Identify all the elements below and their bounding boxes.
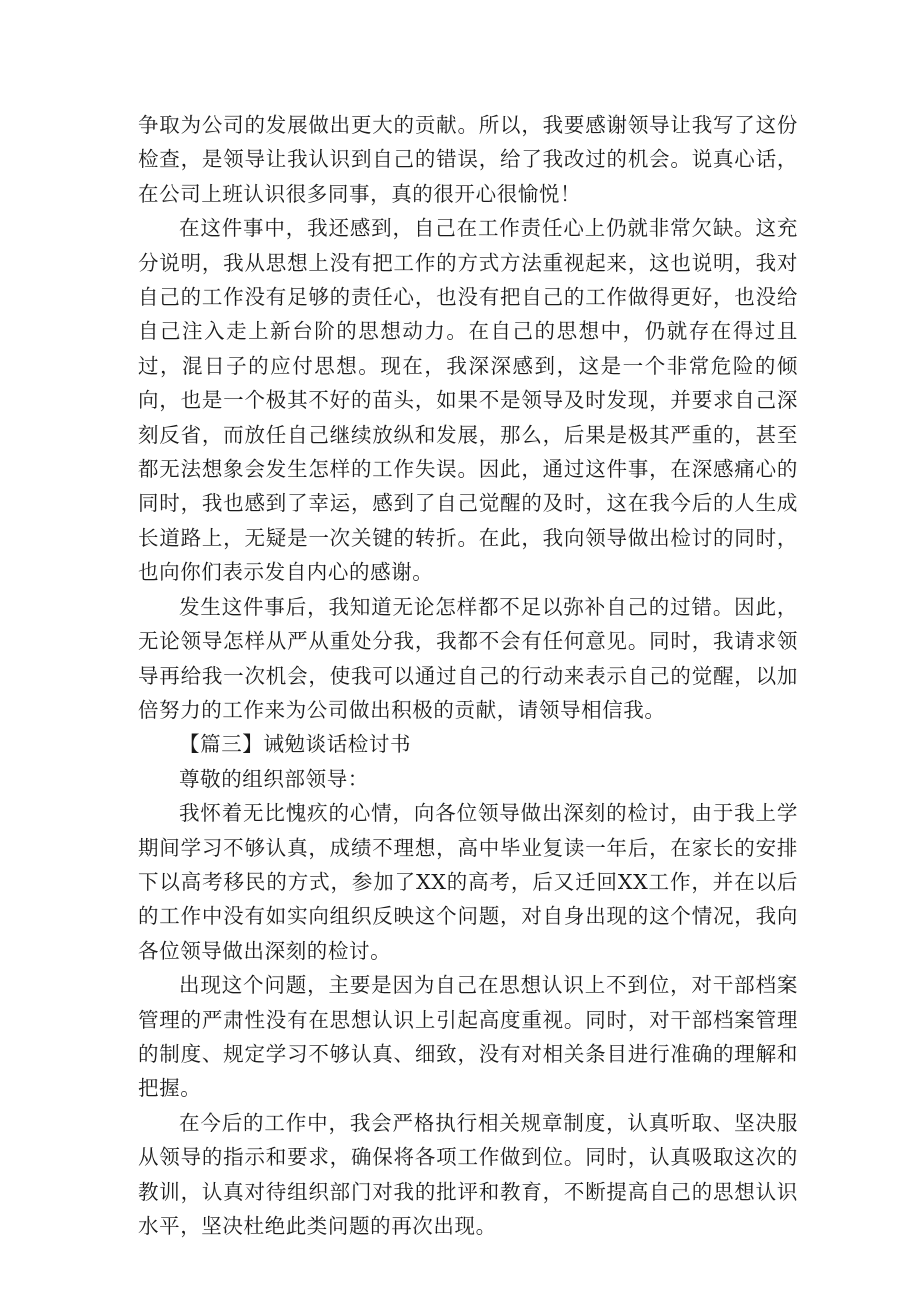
- salutation: 尊敬的组织部领导：: [179, 766, 369, 791]
- section-heading: 【篇三】诫勉谈话检讨书: [179, 732, 412, 757]
- paragraph-confession: 我怀着无比愧疚的心情，向各位领导做出深刻的检讨，由于我上学期间学习不够认真，成绩不理想，高中毕业复读一年后，在家长的安排下以高考移民的方式，参加了XX的高考，后又迁回XX工作，并在以后的工作中没有如实向组织反映这个问题，对自身出现的这个情况，我向各位领导做出深刻的检讨。: [138, 801, 798, 963]
- document-body: [138, 108, 798, 1243]
- paragraph-cause: 出现这个问题，主要是因为自己在思想认识上不到位，对干部档案管理的严肃性没有在思想认识上引起高度重视。同时，对干部档案管理的制度、规定学习不够认真、细致，没有对相关条目进行准确的理解和把握。: [138, 973, 798, 1101]
- paragraph-commitment: 在今后的工作中，我会严格执行相关规章制度，认真听取、坚决服从领导的指示和要求，确保将各项工作做到位。同时，认真吸取这次的教训，认真对待组织部门对我的批评和教育，不断提高自己的思想认识水平，坚决杜绝此类问题的再次出现。: [138, 1110, 798, 1238]
- paragraph-request: 发生这件事后，我知道无论怎样都不足以弥补自己的过错。因此，无论领导怎样从严从重处分我，我都不会有任何意见。同时，我请求领导再给我一次机会，使我可以通过自己的行动来表示自己的觉醒，以加倍努力的工作来为公司做出积极的贡献，请领导相信我。: [138, 594, 798, 722]
- paragraph-responsibility: 在这件事中，我还感到，自己在工作责任心上仍就非常欠缺。这充分说明，我从思想上没有把工作的方式方法重视起来，这也说明，我对自己的工作没有足够的责任心，也没有把自己的工作做得更好，也没给自己注入走上新台阶的思想动力。在自己的思想中，仍就存在得过且过，混日子的应付思想。现在，我深深感到，这是一个非常危险的倾向，也是一个极其不好的苗头，如果不是领导及时发现，并要求自己深刻反省，而放任自己继续放纵和发展，那么，后果是极其严重的，甚至都无法想象会发生怎样的工作失误。因此，通过这件事，在深感痛心的同时，我也感到了幸运，感到了自己觉醒的及时，这在我今后的人生成长道路上，无疑是一次关键的转折。在此，我向领导做出检讨的同时，也向你们表示发自内心的感谢。: [138, 216, 798, 585]
- paragraph-continuation: 争取为公司的发展做出更大的贡献。所以，我要感谢领导让我写了这份检查，是领导让我认识到自己的错误，给了我改过的机会。说真心话，在公司上班认识很多同事，真的很开心很愉悦！: [138, 113, 798, 206]
